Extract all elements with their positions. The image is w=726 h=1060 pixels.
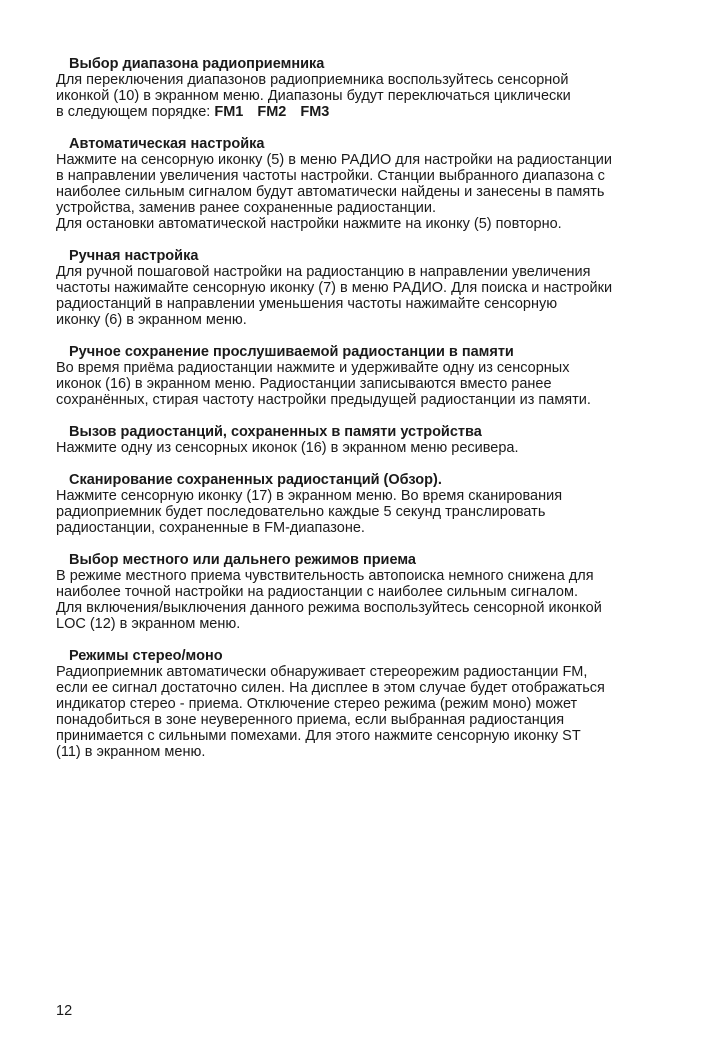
paragraph-line: устройства, заменив ранее сохраненные радиостанции.	[56, 200, 437, 216]
section-heading: Вызов радиостанций, сохраненных в памяти устройства	[69, 424, 482, 440]
page-number: 12	[56, 1003, 73, 1019]
paragraph-line: Для остановки автоматической настройки нажмите на иконку (5) повторно.	[56, 216, 562, 232]
band-order-prefix: в следующем порядке:	[56, 104, 215, 120]
document-page	[56, 56, 676, 776]
section-local-distant	[56, 552, 676, 632]
section-band-selection	[56, 56, 676, 120]
paragraph-line: Нажмите на сенсорную иконку (5) в меню РАДИО для настройки на радиостанции	[56, 152, 612, 168]
section-manual-save	[56, 344, 676, 408]
section-heading: Ручное сохранение прослушиваемой радиостанции в памяти	[69, 344, 514, 360]
paragraph-line: наиболее сильным сигналом будут автоматически найдены и занесены в память	[56, 184, 605, 200]
band-fm3: FM3	[300, 104, 330, 120]
paragraph-line: наиболее точной настройки на радиостанции с наиболее сильным сигналом.	[56, 584, 578, 600]
section-heading: Выбор диапазона радиоприемника	[69, 56, 325, 72]
paragraph-line: индикатор стерео - приема. Отключение стерео режима (режим моно) может	[56, 696, 578, 712]
paragraph-line: Для включения/выключения данного режима воспользуйтесь сенсорной иконкой	[56, 600, 602, 616]
paragraph-line: принимается с сильными помехами. Для этого нажмите сенсорную иконку ST	[56, 728, 581, 744]
paragraph-line: сохранённых, стирая частоту настройки предыдущей радиостанции из памяти.	[56, 392, 591, 408]
section-scan-presets	[56, 472, 676, 536]
paragraph-line: Для переключения диапазонов радиоприемника воспользуйтесь сенсорной	[56, 72, 569, 88]
paragraph-line: Нажмите сенсорную иконку (17) в экранном меню. Во время сканирования	[56, 488, 563, 504]
section-heading: Режимы стерео/моно	[69, 648, 223, 664]
section-auto-tuning	[56, 136, 676, 232]
section-heading: Ручная настройка	[69, 248, 199, 264]
paragraph-line: Нажмите одну из сенсорных иконок (16) в экранном меню ресивера.	[56, 440, 519, 456]
paragraph-line: иконок (16) в экранном меню. Радиостанции записываются вместо ранее	[56, 376, 552, 392]
band-list	[214, 104, 343, 120]
paragraph-line: радиостанций в направлении уменьшения частоты нажимайте сенсорную	[56, 296, 558, 312]
paragraph-line: Радиоприемник автоматически обнаруживает стереорежим радиостанции FM,	[56, 664, 588, 680]
paragraph-line: в направлении увеличения частоты настройки. Станции выбранного диапазона с	[56, 168, 605, 184]
section-heading: Автоматическая настройка	[69, 136, 265, 152]
paragraph-line: частоты нажимайте сенсорную иконку (7) в меню РАДИО. Для поиска и настройки	[56, 280, 613, 296]
paragraph-line-bands	[56, 104, 676, 120]
section-stereo-mono	[56, 648, 676, 760]
paragraph-line: понадобиться в зоне неуверенного приема, если выбранная радиостанция	[56, 712, 565, 728]
paragraph-line: Во время приёма радиостанции нажмите и удерживайте одну из сенсорных	[56, 360, 570, 376]
section-recall-presets	[56, 424, 676, 456]
paragraph-line: (11) в экранном меню.	[56, 744, 206, 760]
paragraph-line: LOC (12) в экранном меню.	[56, 616, 241, 632]
paragraph-line: если ее сигнал достаточно силен. На дисплее в этом случае будет отображаться	[56, 680, 605, 696]
section-heading: Выбор местного или дальнего режимов приема	[69, 552, 416, 568]
paragraph-line: иконку (6) в экранном меню.	[56, 312, 247, 328]
band-fm2: FM2	[257, 104, 287, 120]
paragraph-line: В режиме местного приема чувствительность автопоиска немного снижена для	[56, 568, 594, 584]
paragraph-line: радиоприемник будет последовательно каждые 5 секунд транслировать	[56, 504, 546, 520]
paragraph-line: Для ручной пошаговой настройки на радиостанцию в направлении увеличения	[56, 264, 591, 280]
paragraph-line: радиостанции, сохраненные в FM-диапазоне.	[56, 520, 365, 536]
band-fm1: FM1	[214, 104, 244, 120]
paragraph-line: иконкой (10) в экранном меню. Диапазоны будут переключаться циклически	[56, 88, 571, 104]
section-heading: Сканирование сохраненных радиостанций (Обзор).	[69, 472, 442, 488]
section-manual-tuning	[56, 248, 676, 328]
